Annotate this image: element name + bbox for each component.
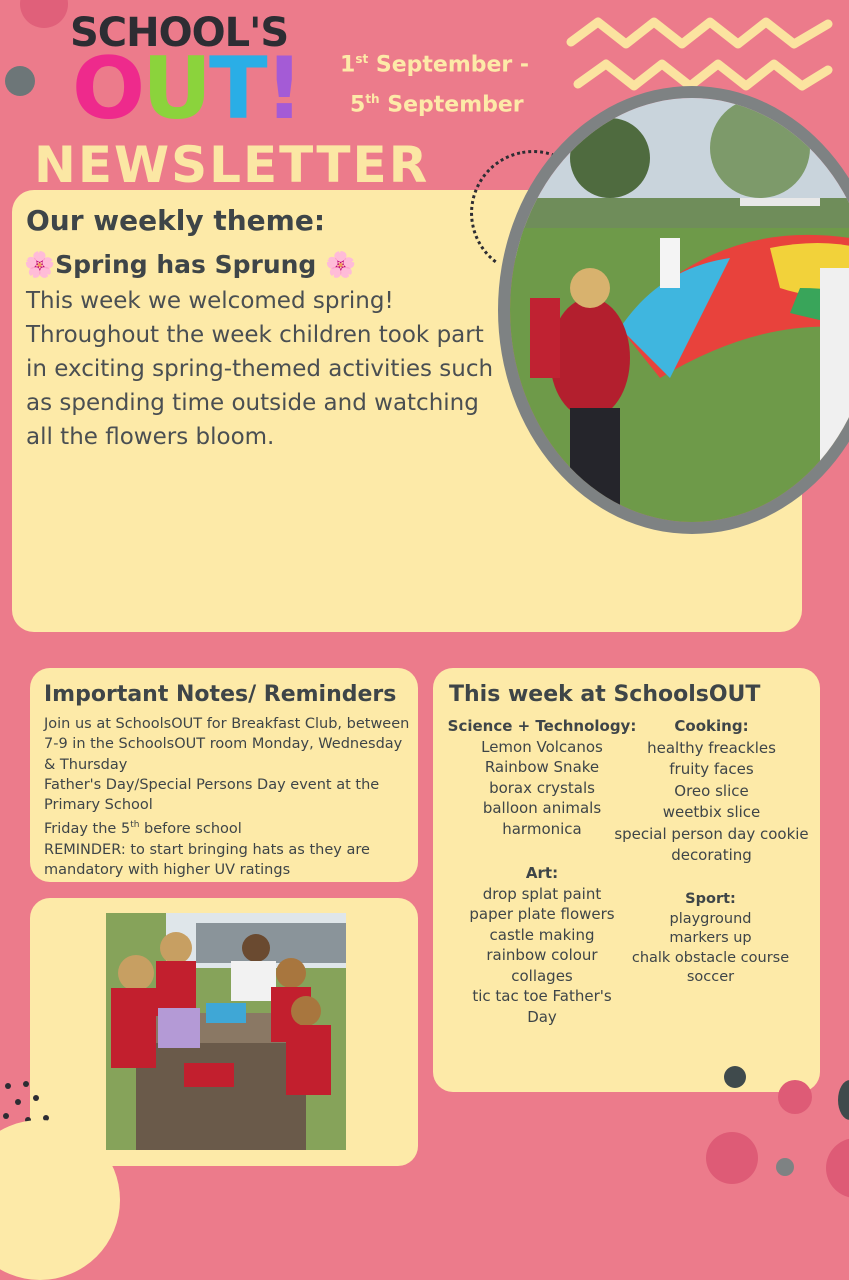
list-item: chalk obstacle course bbox=[631, 949, 790, 966]
this-week-card bbox=[433, 668, 820, 1092]
list-item: balloon animals bbox=[482, 799, 602, 817]
logo-schools-text: SCHOOL'S bbox=[70, 10, 289, 56]
theme-body: This week we welcomed spring! Throughout the week children took part in exciting spring-themed activities such as spending time outside and watching all the flowers bloom. bbox=[26, 288, 494, 450]
theme-heading: Our weekly theme: bbox=[26, 204, 326, 237]
art-title: Art: bbox=[525, 864, 559, 882]
notes-list bbox=[44, 714, 412, 880]
note-item: Join us at SchoolsOUT for Breakfast Club, between 7-9 in the SchoolsOUT room Monday, Wednesday & Thursday bbox=[44, 716, 410, 773]
decor-dot bbox=[776, 1158, 794, 1176]
decor-dot bbox=[838, 1080, 849, 1120]
list-item: weetbix slice bbox=[662, 803, 761, 821]
decor-dot bbox=[706, 1132, 758, 1184]
notes-reminders-card bbox=[30, 668, 418, 882]
list-item: special person day cookie decorating bbox=[614, 824, 809, 864]
decor-dot bbox=[5, 66, 35, 96]
week-heading: This week at SchoolsOUT bbox=[449, 682, 761, 707]
decor-dot bbox=[20, 0, 68, 28]
list-item: harmonica bbox=[502, 819, 582, 838]
list-item: Lemon Volcanos bbox=[481, 737, 603, 756]
decor-dot bbox=[724, 1066, 746, 1088]
note-item: Friday the 5th before school bbox=[44, 820, 242, 838]
list-item: rainbow colour collages bbox=[486, 946, 598, 985]
list-item: drop splat paint bbox=[482, 884, 602, 903]
list-item: castle making bbox=[489, 925, 595, 944]
date-range: 1st September - 5th September bbox=[340, 52, 530, 118]
notes-heading: Important Notes/ Reminders bbox=[44, 682, 397, 707]
cooking-title: Cooking: bbox=[674, 717, 749, 735]
flower-icon: 🌸 bbox=[24, 250, 56, 279]
list-item: tic tac toe Father's Day bbox=[472, 987, 612, 1026]
decor-dot bbox=[778, 1080, 812, 1114]
list-item: soccer bbox=[686, 969, 735, 985]
logo-out-text: OUT! bbox=[72, 39, 301, 139]
list-item: fruity faces bbox=[669, 760, 754, 778]
art-section bbox=[447, 863, 637, 1027]
sport-title: Sport: bbox=[685, 891, 736, 907]
theme-subtitle: 🌸Spring has Sprung 🌸 bbox=[24, 250, 357, 279]
picnic-table-photo bbox=[106, 913, 346, 1150]
list-item: markers up bbox=[669, 930, 752, 946]
list-item: borax crystals bbox=[489, 778, 595, 797]
sport-section bbox=[623, 890, 798, 988]
list-item: playground bbox=[669, 910, 752, 927]
note-item: Father's Day/Special Persons Day event at the Primary School bbox=[44, 776, 380, 814]
list-item: healthy freackles bbox=[647, 738, 776, 757]
cooking-section bbox=[609, 716, 814, 867]
list-item: paper plate flowers bbox=[469, 905, 615, 923]
flower-icon: 🌸 bbox=[325, 250, 357, 279]
list-item: Oreo slice bbox=[674, 781, 749, 800]
newsletter-title: NEWSLETTER bbox=[34, 136, 430, 194]
decor-dot bbox=[826, 1138, 849, 1198]
note-item: REMINDER: to start bringing hats as they are mandatory with higher UV ratings bbox=[44, 841, 370, 878]
science-title: Science + Technology: bbox=[447, 717, 637, 735]
list-item: Rainbow Snake bbox=[484, 758, 600, 776]
